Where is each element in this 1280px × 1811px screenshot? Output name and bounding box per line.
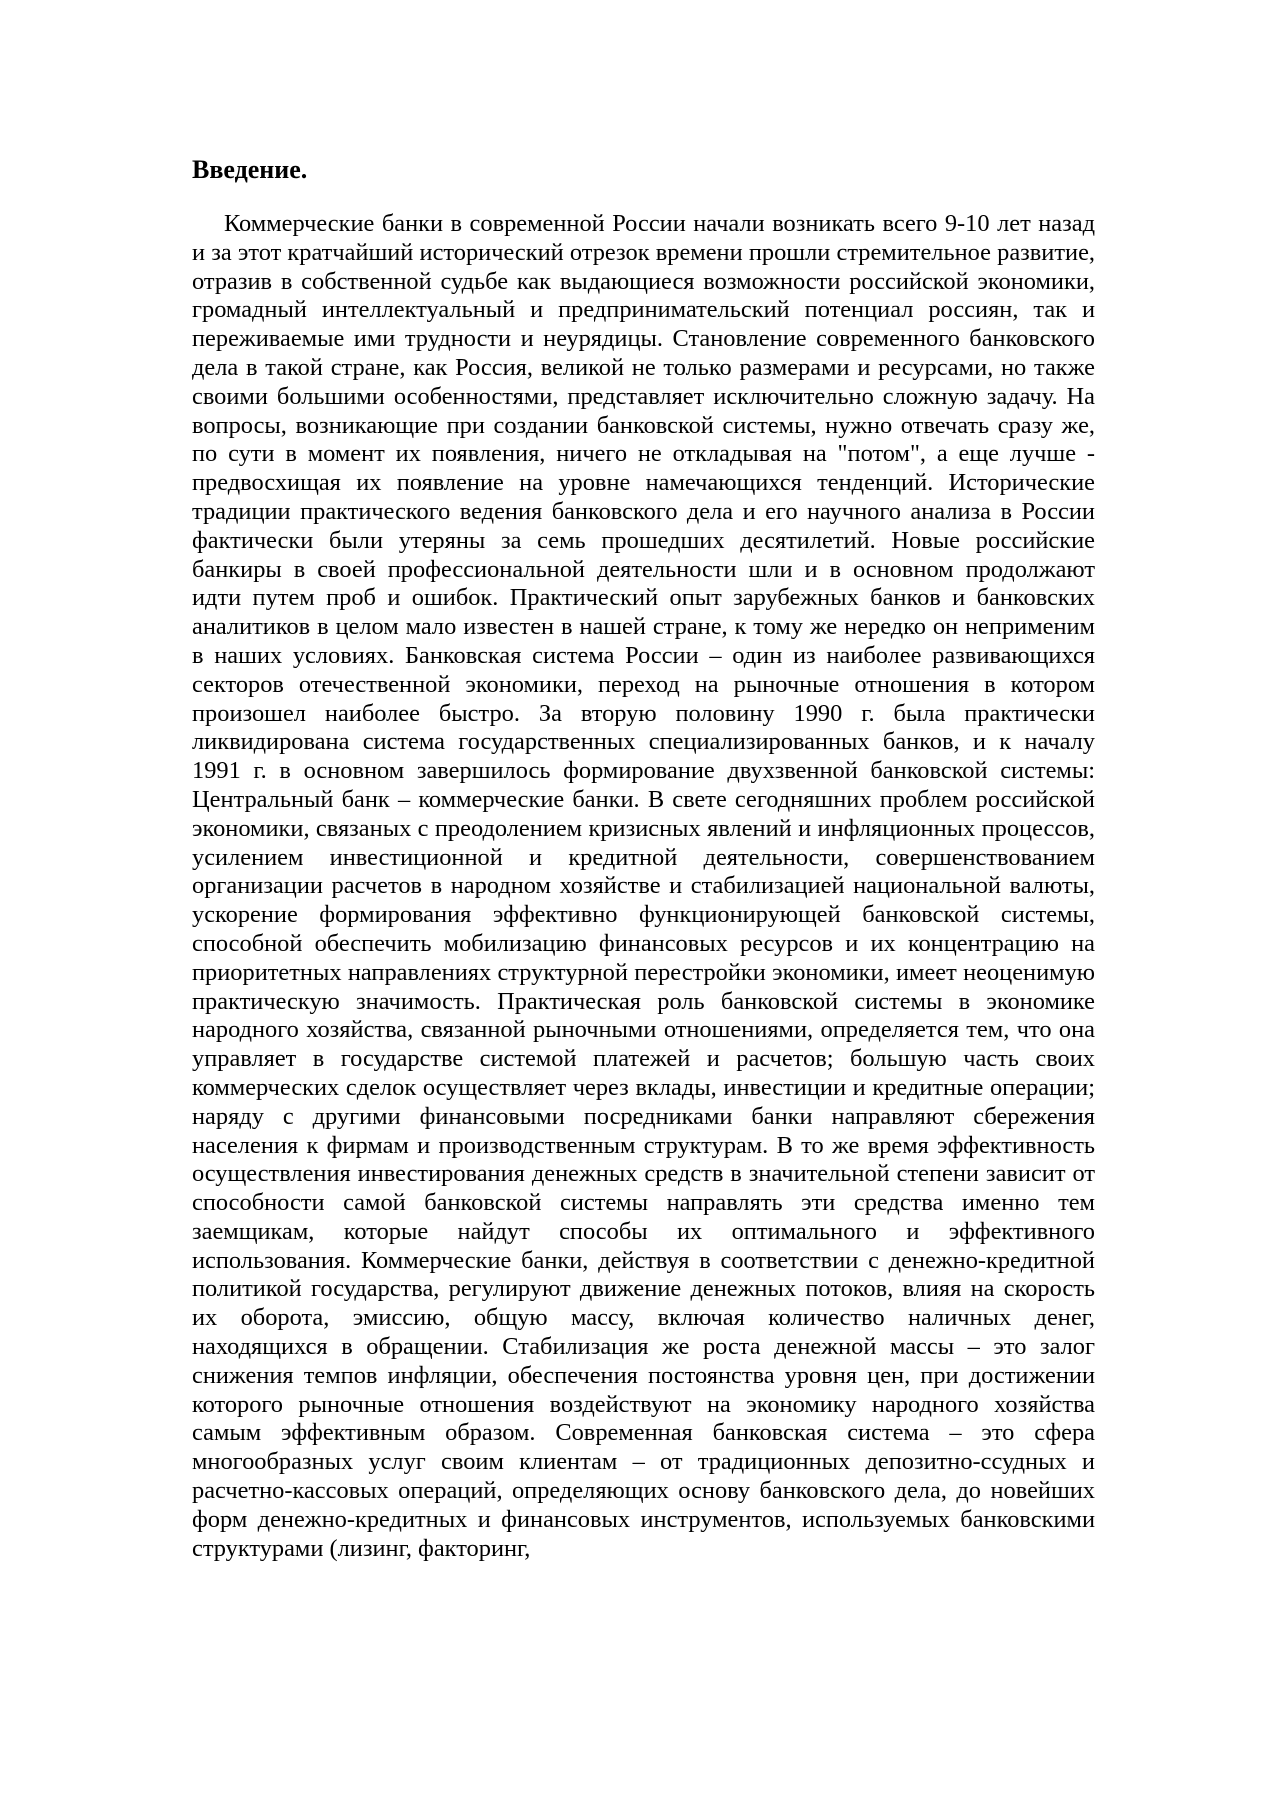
document-paragraph: Коммерческие банки в современной России начали возникать всего 9-10 лет назад и за этот кратчайший исторический отрезок времени прошли стремительное развитие, отразив в собственной судьбе как выдающиеся возможности российской экономики, громадный интеллектуальный и предпринимательский потенциал россиян, так и переживаемые ими трудности и неурядицы. Становление современного банковского дела в такой стране, как Россия, великой не только размерами и ресурсами, но также своими большими особенностями, представляет исключительно сложную задачу. На вопросы, возникающие при создании банковской системы, нужно отвечать сразу же, по сути в момент их появления, ничего не откладывая на "потом", а еще лучше - предвосхищая их появление на уровне намечающихся тенденций. Исторические традиции практического ведения банковского дела и его научного анализа в России фактически были утеряны за семь прошедших десятилетий. Новые российские банкиры в своей профессиональной деятельности шли и в основном продолжают идти путем проб и ошибок. Практический опыт зарубежных банков и банковских аналитиков в целом мало известен в нашей стране, к тому же нередко он неприменим в наших условиях. Банковская система России – один из наиболее развивающихся секторов отечественной экономики, переход на рыночные отношения в котором произошел наиболее быстро. За вторую половину 1990 г. была практически ликвидирована система государственных специализированных банков, и к началу 1991 г. в основном завершилось формирование двухзвенной банковской системы: Центральный банк – коммерческие банки. В свете сегодняшних проблем российской экономики, связаных с преодолением кризисных явлений и инфляционных процессов, усилением инвестиционной и кредитной деятельности, совершенствованием организации расчетов в народном хозяйстве и стабилизацией национальной валюты, ускорение формирования эффективно функционирующей банковской системы, способной обеспечить мобилизацию финансовых ресурсов и их концентрацию на приоритетных направлениях структурной перестройки экономики, имеет неоценимую практическую значимость. Практическая роль банковской системы в экономике народного хозяйства, связанной рыночными отношениями, определяется тем, что она управляет в государстве системой платежей и расчетов; большую часть своих коммерческих сделок осуществляет через вклады, инвестиции и кредитные операции; наряду с другими финансовыми посредниками банки направляют сбережения населения к фирмам и производственным структурам. В то же время эффективность осуществления инвестирования денежных средств в значительной степени зависит от способности самой банковской системы направлять эти средства именно тем заемщикам, которые найдут способы их оптимального и эффективного использования. Коммерческие банки, действуя в соответствии с денежно-кредитной политикой государства, регулируют движение денежных потоков, влияя на скорость их оборота, эмиссию, общую массу, включая количество наличных денег, находящихся в обращении. Стабилизация же роста денежной массы – это залог снижения темпов инфляции, обеспечения постоянства уровня цен, при достижении которого рыночные отношения воздействуют на экономику народного хозяйства самым эффективным образом. Современная банковская система – это сфера многообразных услуг своим клиентам – от традиционных депозитно-ссудных и расчетно-кассовых операций, определяющих основу банковского дела, до новейших форм денежно-кредитных и финансовых инструментов, используемых банковскими структурами (лизинг, факторинг, [192, 210, 1095, 1562]
document-heading: Введение. [192, 155, 308, 184]
